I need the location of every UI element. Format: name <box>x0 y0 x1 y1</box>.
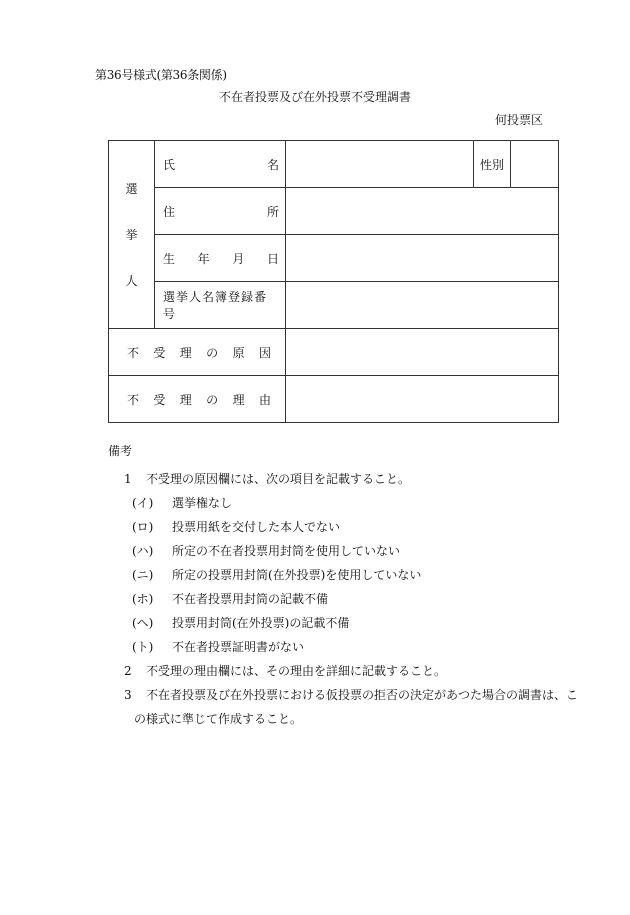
sub-item-mark: (ヘ) <box>132 616 154 630</box>
reject-reason-field[interactable] <box>286 376 559 423</box>
reject-reason-char: 理 <box>179 392 192 407</box>
sub-item-mark: (イ) <box>132 496 154 510</box>
note-sub-item <box>108 635 578 659</box>
register-label: 選挙人名簿登録番号 <box>163 290 268 321</box>
birth-label-char: 生 <box>163 251 176 266</box>
note-text: 不受理の理由欄には、その理由を詳細に記載すること。 <box>146 664 447 678</box>
sub-item-text: 不在者投票用封筒の記載不備 <box>172 592 329 606</box>
notes-section <box>108 442 578 731</box>
note-text: 不在者投票及び在外投票における仮投票の拒否の決定があつた場合の調書は、こ <box>146 688 579 702</box>
reject-cause-char: 理 <box>179 345 192 360</box>
birth-date-field[interactable] <box>286 235 559 282</box>
sub-item-text: 所定の不在者投票用封筒を使用していない <box>172 544 401 558</box>
reject-reason-char: の <box>206 392 219 407</box>
reject-reason-label-cell <box>109 376 286 423</box>
voter-label-char: 人 <box>125 273 138 288</box>
address-label-cell <box>155 188 286 235</box>
sub-item-text: 所定の投票用封筒(在外投票)を使用していない <box>172 568 422 582</box>
sub-item-mark: (ハ) <box>132 544 154 558</box>
sub-item-text: 投票用紙を交付した本人でない <box>172 520 341 534</box>
sub-item-text: 投票用封筒(在外投票)の記載不備 <box>172 616 350 630</box>
sub-item-text: 不在者投票証明書がない <box>172 640 305 654</box>
birth-label-char: 月 <box>232 251 245 266</box>
note-item-2 <box>108 659 578 683</box>
reject-cause-char: 因 <box>258 345 271 360</box>
reject-cause-char: 不 <box>127 345 140 360</box>
voter-label-char: 挙 <box>125 227 138 242</box>
name-label-char: 氏 <box>163 157 176 172</box>
name-label-char: 名 <box>266 157 279 172</box>
sub-item-text: 選挙権なし <box>172 496 233 510</box>
note-sub-item <box>108 611 578 635</box>
note-item-1 <box>108 467 578 491</box>
name-field[interactable] <box>286 141 474 188</box>
note-number: 3 <box>124 688 132 702</box>
note-text: 不受理の原因欄には、次の項目を記載すること。 <box>146 472 411 486</box>
reject-cause-char: の <box>206 345 219 360</box>
reject-reason-char: 理 <box>232 392 245 407</box>
note-number: 1 <box>124 472 132 486</box>
reject-cause-char: 受 <box>153 345 166 360</box>
register-label-cell <box>155 282 286 329</box>
reject-reason-char: 由 <box>258 392 271 407</box>
register-number-field[interactable] <box>286 282 559 329</box>
address-label-char: 所 <box>266 204 279 219</box>
birth-label-cell <box>155 235 286 282</box>
note-text: の様式に準じて作成すること。 <box>134 712 303 726</box>
reject-cause-char: 原 <box>232 345 245 360</box>
reject-cause-field[interactable] <box>286 329 559 376</box>
address-label-char: 住 <box>163 204 176 219</box>
form-number: 第36号様式(第36条関係) <box>95 68 227 82</box>
note-number: 2 <box>124 664 132 678</box>
note-sub-item <box>108 587 578 611</box>
note-item-3-continuation <box>108 707 578 731</box>
sub-item-mark: (ト) <box>132 640 154 654</box>
address-field[interactable] <box>286 188 559 235</box>
voter-label <box>109 141 155 329</box>
note-sub-item <box>108 515 578 539</box>
notes-heading: 備考 <box>108 444 133 458</box>
sub-item-mark: (ニ) <box>132 568 154 582</box>
voter-table <box>108 140 559 423</box>
sub-item-mark: (ホ) <box>132 592 154 606</box>
document-title: 不在者投票及び在外投票不受理調書 <box>218 90 411 104</box>
birth-label-char: 年 <box>197 251 210 266</box>
sub-item-mark: (ロ) <box>132 520 154 534</box>
polling-district: 何投票区 <box>494 113 543 127</box>
name-label-cell <box>155 141 286 188</box>
note-item-3 <box>108 683 578 707</box>
birth-label-char: 日 <box>266 251 279 266</box>
note-sub-item <box>108 539 578 563</box>
sex-field[interactable] <box>511 141 559 188</box>
sex-label: 性別 <box>474 141 511 188</box>
voter-label-char: 選 <box>125 181 138 196</box>
reject-cause-label-cell <box>109 329 286 376</box>
note-sub-item <box>108 491 578 515</box>
reject-reason-char: 受 <box>153 392 166 407</box>
reject-reason-char: 不 <box>127 392 140 407</box>
note-sub-item <box>108 563 578 587</box>
